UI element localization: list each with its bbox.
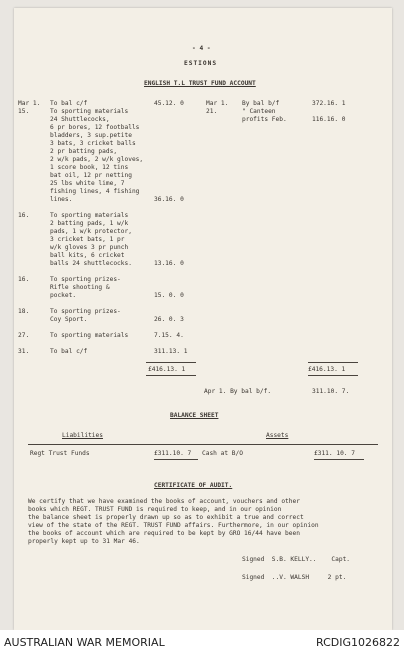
ledger-item: 2 pr batting pads,: [50, 148, 118, 155]
ledger-date: 27.: [18, 332, 30, 339]
balance-divider: [28, 444, 378, 445]
ledger-item: To sporting materials: [50, 212, 129, 219]
ledger-item: 25 lbs white lime, 7: [50, 180, 125, 187]
page-number: - 4 -: [192, 45, 211, 52]
ledger-item: Rifle shooting &: [50, 284, 110, 291]
ledger-amount: 45.12. 0: [154, 100, 184, 107]
ledger-item: ball kits, 6 cricket: [50, 252, 125, 259]
ledger-amount: 116.16. 0: [312, 116, 346, 123]
total-rule-left-under: [146, 375, 196, 376]
ledger-date: Mar 1.: [18, 100, 41, 107]
signature-1: Signed S.B. KELLY.. Capt.: [242, 556, 351, 563]
ledger-item: To sporting prizes-: [50, 308, 121, 315]
ledger-item: Coy Sport.: [50, 316, 88, 323]
ledger-amount: 36.16. 0: [154, 196, 184, 203]
ledger-amount: 15. 0. 0: [154, 292, 184, 299]
asset-entry: Cash at B/O: [202, 450, 243, 457]
carry-forward-line: Apr 1. By bal b/f.: [204, 388, 272, 395]
balance-sheet-title: BALANCE SHEET: [170, 412, 219, 419]
signature-2: Signed ..V. WALSH 2 pt.: [242, 574, 347, 581]
fund-title: ENGLISH T.L TRUST FUND ACCOUNT: [144, 80, 256, 87]
ledger-item: To bal c/f: [50, 100, 88, 107]
ledger-date: 16.: [18, 276, 30, 283]
ledger-item: To sporting materials: [50, 108, 129, 115]
ledger-item: profits Feb.: [242, 116, 287, 123]
section-heading: ESTIONS: [184, 60, 218, 67]
ledger-item: 3 bats, 3 cricket balls: [50, 140, 136, 147]
ledger-amount: 26. 0. 3: [154, 316, 184, 323]
ledger-item: bladders, 3 sup.petite: [50, 132, 132, 139]
ledger-amount: 7.15. 4.: [154, 332, 184, 339]
archive-name: AUSTRALIAN WAR MEMORIAL: [4, 636, 165, 649]
certificate-line: view of the state of the REGT. TRUST FUND affairs. Furthermore, in our opinion: [28, 522, 319, 529]
liability-entry: Regt Trust Funds: [30, 450, 90, 457]
ledger-item: By bal b/f: [242, 100, 280, 107]
total-rule-left: [146, 362, 196, 363]
balance-total-rule-right: [314, 459, 364, 460]
ledger-amount: 372.16. 1: [312, 100, 346, 107]
ledger-item: 6 pr bores, 12 footballs: [50, 124, 140, 131]
liabilities-label: Liabilities: [62, 432, 103, 439]
assets-label: Assets: [266, 432, 289, 439]
left-total: £416.13. 1: [148, 366, 186, 373]
ledger-item: 2 w/k pads, 2 w/k gloves,: [50, 156, 144, 163]
certificate-line: the balance sheet is properly drawn up so as to exhibit a true and correct: [28, 514, 304, 521]
ledger-date: 18.: [18, 308, 30, 315]
ledger-item: bat oil, 12 pr netting: [50, 172, 132, 179]
ledger-item: " Canteen: [242, 108, 276, 115]
ledger-item: To sporting materials: [50, 332, 129, 339]
liability-amount: £311.10. 7: [154, 450, 192, 457]
ledger-amount: 311.13. 1: [154, 348, 188, 355]
ledger-amount: 13.16. 0: [154, 260, 184, 267]
ledger-item: pads, 1 w/k protector,: [50, 228, 132, 235]
ledger-date: 16.: [18, 212, 30, 219]
ledger-item: pocket.: [50, 292, 77, 299]
total-rule-right-under: [308, 375, 358, 376]
ledger-item: fishing lines, 4 fishing: [50, 188, 140, 195]
ledger-item: To sporting prizes-: [50, 276, 121, 283]
ledger-date: 21.: [206, 108, 218, 115]
ledger-item: To bal c/f: [50, 348, 88, 355]
ledger-item: 3 cricket bats, 1 pr: [50, 236, 125, 243]
right-total: £416.13. 1: [308, 366, 346, 373]
certificate-title: CERTIFICATE OF AUDIT.: [154, 482, 233, 489]
archive-footer: [0, 630, 404, 654]
certificate-line: properly kept up to 31 Mar 46.: [28, 538, 140, 545]
ledger-date: Mar 1.: [206, 100, 229, 107]
ledger-item: 2 batting pads, 1 w/k: [50, 220, 129, 227]
ledger-item: lines.: [50, 196, 73, 203]
ledger-item: 24 Shuttlecocks,: [50, 116, 110, 123]
balance-total-rule-left: [154, 459, 198, 460]
document-page: [14, 8, 392, 630]
carry-forward-amount: 311.10. 7.: [312, 388, 350, 395]
asset-amount: £311. 10. 7: [314, 450, 355, 457]
record-id: RCDIG1026822: [315, 636, 400, 649]
certificate-line: books which REGT. TRUST FUND is required to keep, and in our opinion: [28, 506, 282, 513]
ledger-item: 1 score book, 12 tins: [50, 164, 129, 171]
ledger-item: balls 24 shuttlecocks.: [50, 260, 132, 267]
ledger-date: 15.: [18, 108, 30, 115]
certificate-line: the books of account which are required to be kept by GRO 16/44 have been: [28, 530, 300, 537]
ledger-item: w/k gloves 3 pr punch: [50, 244, 129, 251]
certificate-line: We certify that we have examined the books of account, vouchers and other: [28, 498, 300, 505]
ledger-date: 31.: [18, 348, 30, 355]
total-rule-right: [308, 362, 358, 363]
